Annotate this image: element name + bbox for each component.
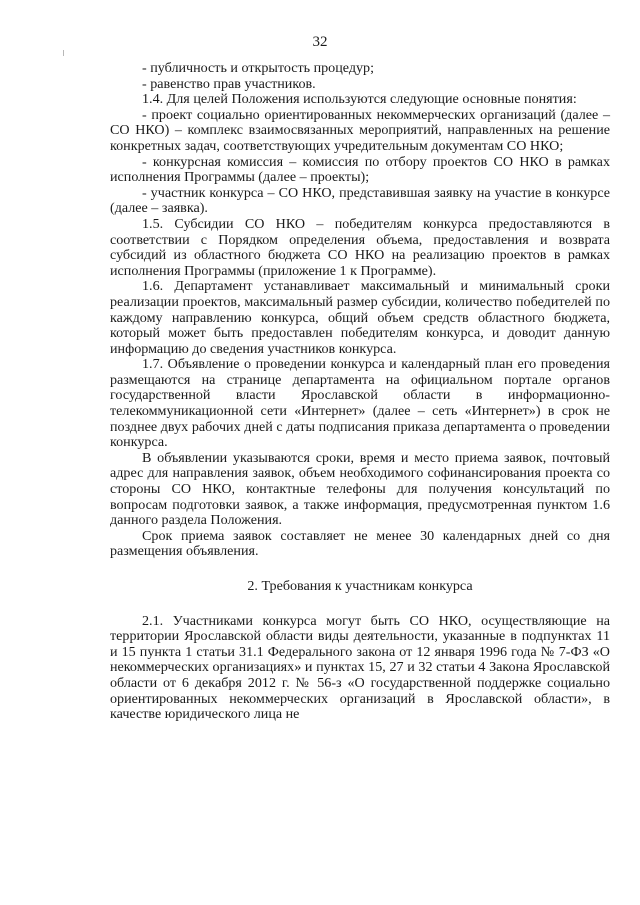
document-body	[110, 61, 610, 723]
paragraph-definition-participant: - участник конкурса – СО НКО, представившая заявку на участие в конкурсе (далее – заявка).	[110, 184, 610, 217]
paragraph-1-6: 1.6. Департамент устанавливает максимальный и минимальный сроки реализации проектов, максимальный размер субсидии, количество победителей по каждому направлению конкурса, общий объем средств областного бюджета, который может быть предоставлен победителям конкурса, и доводит данную информацию до сведения участников конкурса.	[110, 278, 610, 357]
paragraph-definition-commission: - конкурсная комиссия – комиссия по отбору проектов СО НКО в рамках исполнения Программы (далее – проекты);	[110, 153, 610, 186]
paragraph-announcement-contents: В объявлении указываются сроки, время и место приема заявок, почтовый адрес для направления заявок, объем необходимого софинансирования проекта со стороны СО НКО, контактные телефоны для получения консультаций по вопросам подготовки заявок, а также информация, предусмотренная пунктом 1.6 данного раздела Положения.	[110, 449, 610, 529]
paragraph-definition-project: - проект социально ориентированных некоммерческих организаций (далее – СО НКО) – комплекс взаимосвязанных мероприятий, направленных на решение конкретных задач, соответствующих учредительным документам СО НКО;	[110, 106, 610, 154]
paragraph-1-4: 1.4. Для целей Положения используются следующие основные понятия:	[142, 91, 577, 108]
paragraph-equality: - равенство прав участников.	[142, 75, 316, 92]
paragraph-1-7: 1.7. Объявление о проведении конкурса и календарный план его проведения размещаются на странице департамента на официальном портале органов государственной власти Ярославской области в информационно-телекоммуникационной сети «Интернет» (далее – сеть «Интернет») в срок не позднее двух рабочих дней с даты подписания приказа департамента о проведении конкурса.	[110, 356, 610, 451]
paragraph-2-1: 2.1. Участниками конкурса могут быть СО НКО, осуществляющие на территории Ярославской области виды деятельности, указанные в подпунктах 11 и 15 пункта 1 статьи 31.1 Федерального закона от 12 января 1996 года № 7-ФЗ «О некоммерческих организациях» и пунктах 15, 27 и 32 статьи 4 Закона Ярославской области от 6 декабря 2012 г. № 56-з «О государственной поддержке социально ориентированных некоммерческих организаций в Ярославской области», в качестве юридического лица не	[110, 612, 610, 723]
paragraph-application-period: Срок приема заявок составляет не менее 30 календарных дней со дня размещения объявления.	[110, 527, 610, 560]
paragraph-1-5: 1.5. Субсидии СО НКО – победителям конкурса предоставляются в соответствии с Порядком определения объема, предоставления и возврата субсидий из областного бюджета СО НКО на реализацию проектов в рамках исполнения Программы (приложение 1 к Программе).	[110, 215, 610, 279]
section-heading: 2. Требования к участникам конкурса	[247, 578, 473, 594]
page-number: 32	[312, 34, 328, 50]
paragraph-publicity: - публичность и открытость процедур;	[142, 60, 375, 76]
